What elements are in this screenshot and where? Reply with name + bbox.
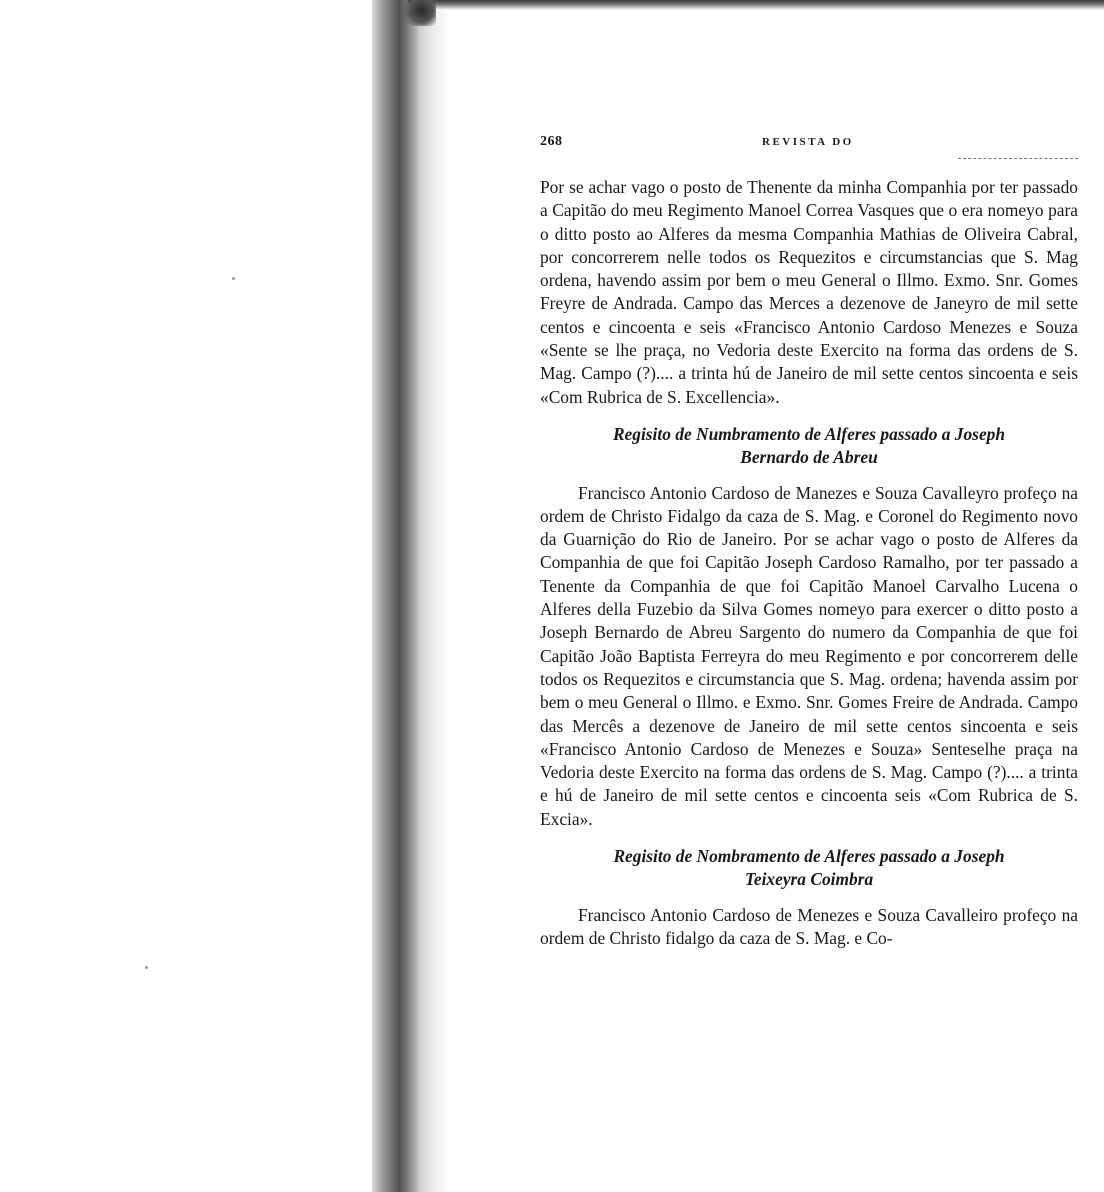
paper-speck: [145, 966, 148, 969]
page-number: 268: [540, 134, 563, 149]
section-heading-1: [540, 423, 1078, 470]
paragraph-3: Francisco Antonio Cardoso de Menezes e Souza Cavalleiro profeço na ordem de Christo fidalgo da caza de S. Mag. e Co-: [540, 904, 1078, 948]
page-corner-shadow: [400, 0, 436, 26]
page-top-edge: [408, 0, 1104, 10]
paper-speck: [232, 277, 235, 280]
section-heading-line: Regisito de Numbramento de Alferes passado a Joseph: [612, 423, 1006, 444]
paragraph-2: Francisco Antonio Cardoso de Manezes e Souza Cavalleyro profeço na ordem de Christo Fidalgo da caza de S. Mag. e Coronel do Regimento novo da Guarnição do Rio de Janeiro. Por se achar vago o posto de Alferes da Companhia de que foi Capitão Joseph Cardoso Ramalho, por ter passado a Tenente da Companhia de que foi Capitão Manoel Carvalho Lucena o Alferes della Fuzebio da Silva Gomes nomeyo para exercer o ditto posto a Joseph Bernardo de Abreu Sargento do numero da Companhia de que foi Capitão João Baptista Ferreyra do meu Regimento e por concorrerem delle todos os Requezitos e circumstancia que S. Mag. ordena; havenda assim por bem o meu General o Illmo. e Exmo. Snr. Gomes Freire de Andrada. Campo das Mercês a dezenove de Janeiro de mil sette centos sincoenta e seis «Francisco Antonio Cardoso de Menezes e Souza» Senteselhe praça na Vedoria deste Exercito na forma das ordens de S. Mag. Campo (?).... a trinta e hú de Janeiro de mil sette centos e cincoenta seis «Com Rubrica de S. Excia».: [540, 482, 1078, 829]
left-facing-page: [0, 0, 372, 1192]
section-heading-line: Teixeyra Coimbra: [744, 869, 874, 890]
section-heading-2: [540, 845, 1078, 892]
section-heading-line: Bernardo de Abreu: [740, 447, 878, 468]
header-rule: [958, 158, 1078, 159]
paragraph-1: Por se achar vago o posto de Thenente da minha Companhia por ter passado a Capitão do meu Regimento Manoel Correa Vasques que o era nomeyo para o ditto posto ao Alferes da mesma Companhia Mathias de Oliveira Cabral, por concorrerem nelle todos os Requezitos e circumstancias que S. Mag ordena, havendo assim por bem o meu General o Illmo. Exmo. Snr. Gomes Freyre de Andrada. Campo das Merces a dezenove de Janeyro de mil sette centos e cincoenta e seis «Francisco Antonio Cardoso Menezes e Souza «Sente se lhe praça, no Vedoria deste Exercito na forma das ordens de S. Mag. Campo (?).... a trinta hú de Janeiro de mil sette centos sincoenta e seis «Com Rubrica de S. Excellencia».: [540, 177, 1078, 407]
body-text: [540, 176, 1078, 950]
right-page: [540, 128, 1078, 950]
gutter-shadow: [398, 0, 418, 1192]
section-heading-line: Regisito de Nombramento de Alferes passado a Joseph: [613, 846, 1005, 867]
page-header: [540, 128, 1078, 158]
running-head: REVISTA DO: [762, 136, 854, 148]
